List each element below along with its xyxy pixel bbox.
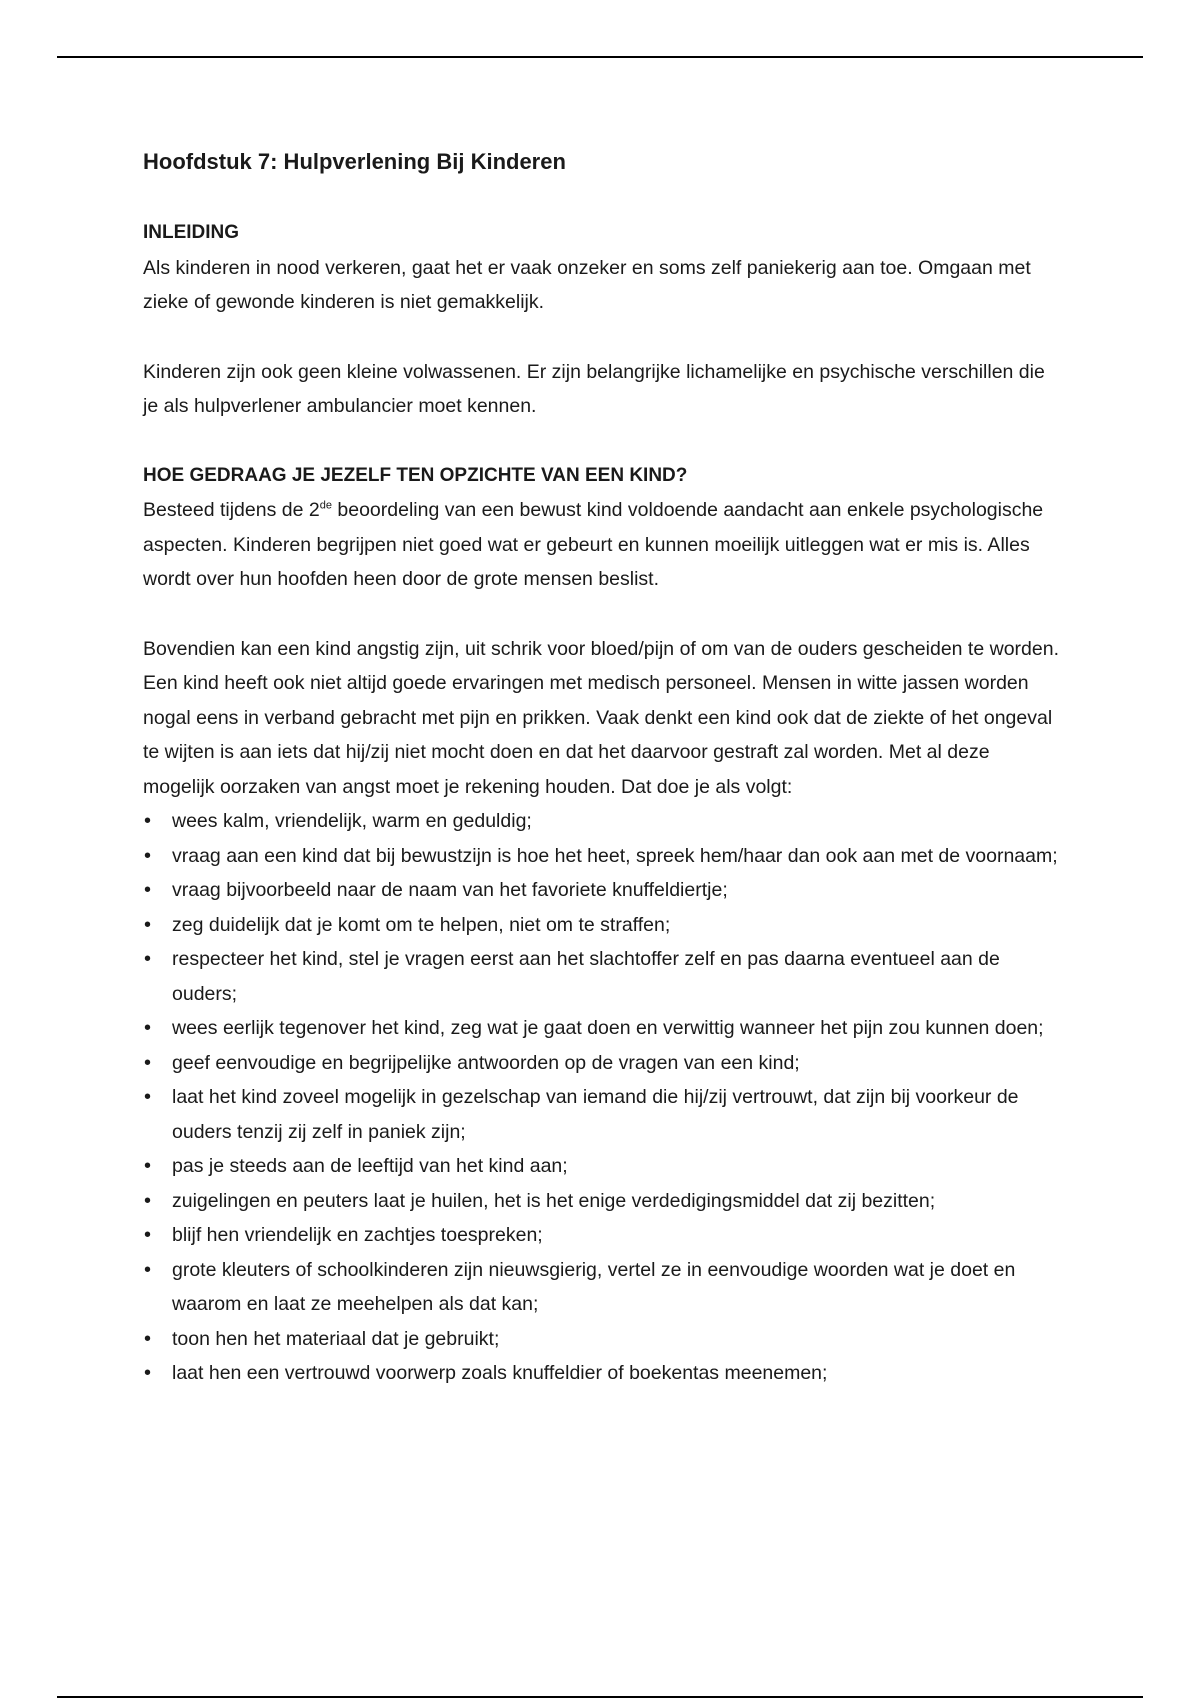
ordinal-superscript: de: [319, 499, 332, 512]
paragraph-gedrag-1: [143, 493, 1063, 597]
list-item: • blijf hen vriendelijk en zachtjes toespreken;: [143, 1218, 1063, 1253]
spacer: [143, 424, 1063, 459]
paragraph-text: Besteed tijdens de 2: [143, 499, 320, 521]
paragraph-inleiding-1: Als kinderen in nood verkeren, gaat het er vaak onzeker en soms zelf paniekerig aan toe. Omgaan met zieke of gewonde kinderen is niet gemakkelijk.: [143, 256, 1031, 313]
spacer: [143, 320, 1063, 355]
document-body: [143, 145, 1063, 1391]
footer-rule: [57, 1696, 1143, 1698]
list-item: • vraag bijvoorbeeld naar de naam van het favoriete knuffeldiertje;: [143, 873, 1063, 908]
spacer: [143, 597, 1063, 632]
list-item: • laat het kind zoveel mogelijk in gezelschap van iemand die hij/zij vertrouwt, dat zijn bij voorkeur de ouders tenzij zij zelf in paniek zijn;: [143, 1080, 1063, 1149]
list-item: • wees kalm, vriendelijk, warm en geduldig;: [143, 804, 1063, 839]
paragraph-gedrag-2: Bovendien kan een kind angstig zijn, uit schrik voor bloed/pijn of om van de ouders gescheiden te worden. Een kind heeft ook niet altijd goede ervaringen met medisch personeel. Mensen in witte jassen worden nogal eens in verband gebracht met pijn en prikken. Vaak denkt een kind ook dat de ziekte of het ongeval te wijten is aan iets dat hij/zij niet mocht doen en dat het daarvoor gestraft zal worden. Met al deze mogelijk oorzaken van angst moet je rekening houden. Dat doe je als volgt:: [143, 637, 1059, 798]
list-item: • wees eerlijk tegenover het kind, zeg wat je gaat doen en verwittig wanneer het pijn zou kunnen doen;: [143, 1011, 1063, 1046]
list-item: • zuigelingen en peuters laat je huilen, het is het enige verdedigingsmiddel dat zij bezitten;: [143, 1184, 1063, 1219]
spacer: [143, 179, 1063, 216]
list-item: • geef eenvoudige en begrijpelijke antwoorden op de vragen van een kind;: [143, 1046, 1063, 1081]
list-item: • respecteer het kind, stel je vragen eerst aan het slachtoffer zelf en pas daarna eventueel aan de ouders;: [143, 942, 1063, 1011]
chapter-title: Hoofdstuk 7: Hulpverlening Bij Kinderen: [143, 149, 566, 174]
list-item: • zeg duidelijk dat je komt om te helpen, niet om te straffen;: [143, 908, 1063, 943]
list-item: • pas je steeds aan de leeftijd van het kind aan;: [143, 1149, 1063, 1184]
section-heading-gedrag: HOE GEDRAAG JE JEZELF TEN OPZICHTE VAN EEN KIND?: [143, 464, 688, 486]
header-rule: [57, 56, 1143, 58]
list-item: • toon hen het materiaal dat je gebruikt;: [143, 1322, 1063, 1357]
list-item: • grote kleuters of schoolkinderen zijn nieuwsgierig, vertel ze in eenvoudige woorden wat je doet en waarom en laat ze meehelpen als dat kan;: [143, 1253, 1063, 1322]
paragraph-inleiding-2: Kinderen zijn ook geen kleine volwassenen. Er zijn belangrijke lichamelijke en psychische verschillen die je als hulpverlener ambulancier moet kennen.: [143, 360, 1045, 417]
guideline-list: [143, 804, 1063, 1391]
section-heading-inleiding: INLEIDING: [143, 222, 240, 243]
list-item: • laat hen een vertrouwd voorwerp zoals knuffeldier of boekentas meenemen;: [143, 1356, 1063, 1391]
paragraph-text: beoordeling van een bewust kind voldoende aandacht aan enkele psychologische aspecten. Kinderen begrijpen niet goed wat er gebeurt en kunnen moeilijk uitleggen wat er mis is. Alles wordt over hun hoofden heen door de grote mensen beslist.: [143, 499, 1044, 590]
list-item: • vraag aan een kind dat bij bewustzijn is hoe het heet, spreek hem/haar dan ook aan met de voornaam;: [143, 839, 1063, 874]
